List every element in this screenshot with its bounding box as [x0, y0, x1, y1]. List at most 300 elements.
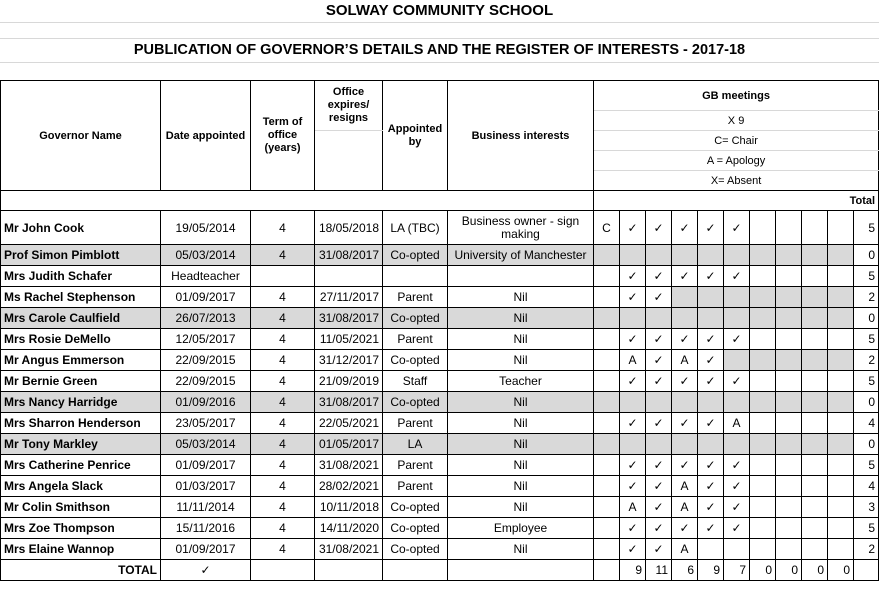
term-of-office: 4 — [251, 497, 315, 518]
meeting-cell — [828, 371, 854, 392]
meeting-cell — [750, 497, 776, 518]
meeting-cell: ✓ — [646, 497, 672, 518]
meeting-cell — [776, 350, 802, 371]
meeting-cell — [828, 287, 854, 308]
office-expires: 31/08/2017 — [315, 308, 383, 329]
meeting-cell: ✓ — [698, 371, 724, 392]
header-apology: A = Apology — [594, 151, 879, 171]
header-appointed-by: Appointed by — [383, 81, 448, 191]
school-title: SOLWAY COMMUNITY SCHOOL — [325, 2, 554, 19]
meeting-cell — [698, 392, 724, 413]
term-of-office: 4 — [251, 392, 315, 413]
office-expires: 14/11/2020 — [315, 518, 383, 539]
meeting-cell — [776, 413, 802, 434]
date-appointed: 01/09/2017 — [161, 539, 251, 560]
table-row — [1, 392, 879, 413]
meeting-cell — [750, 371, 776, 392]
meeting-cell: A — [620, 497, 646, 518]
appointed-by: Parent — [383, 413, 448, 434]
appointed-by: Parent — [383, 455, 448, 476]
meeting-cell — [594, 497, 620, 518]
appointed-by: Staff — [383, 371, 448, 392]
table-row — [1, 245, 879, 266]
meeting-total: 0 — [828, 560, 854, 581]
meeting-cell — [802, 245, 828, 266]
header-total: Total — [594, 191, 879, 211]
meeting-cell — [802, 350, 828, 371]
meeting-cell — [776, 476, 802, 497]
meeting-cell — [698, 245, 724, 266]
governor-name: Mr Bernie Green — [1, 371, 161, 392]
meeting-cell: ✓ — [646, 350, 672, 371]
meeting-total: 0 — [750, 560, 776, 581]
meeting-cell — [828, 308, 854, 329]
row-total: 0 — [854, 245, 879, 266]
meeting-cell — [750, 287, 776, 308]
meeting-cell — [750, 434, 776, 455]
meeting-total: 9 — [698, 560, 724, 581]
appointed-by: LA (TBC) — [383, 211, 448, 245]
meeting-cell — [802, 266, 828, 287]
meeting-cell — [802, 518, 828, 539]
meeting-cell — [620, 434, 646, 455]
business-interests: Nil — [448, 392, 594, 413]
totals-appointed — [383, 560, 448, 581]
row-total: 5 — [854, 371, 879, 392]
date-appointed: 05/03/2014 — [161, 245, 251, 266]
meeting-cell — [594, 371, 620, 392]
table-row — [1, 539, 879, 560]
appointed-by: Parent — [383, 287, 448, 308]
appointed-by — [383, 266, 448, 287]
meeting-total — [594, 560, 620, 581]
header-x9: X 9 — [594, 111, 879, 131]
row-total: 0 — [854, 392, 879, 413]
meeting-cell — [594, 413, 620, 434]
meeting-cell — [672, 434, 698, 455]
meeting-cell: ✓ — [646, 287, 672, 308]
date-appointed: Headteacher — [161, 266, 251, 287]
appointed-by: Co-opted — [383, 350, 448, 371]
appointed-by: Co-opted — [383, 245, 448, 266]
meeting-cell — [802, 329, 828, 350]
meeting-cell: ✓ — [620, 518, 646, 539]
meeting-cell — [646, 308, 672, 329]
governor-name: Mr Colin Smithson — [1, 497, 161, 518]
totals-expires — [315, 560, 383, 581]
appointed-by: Co-opted — [383, 392, 448, 413]
meeting-total: 9 — [620, 560, 646, 581]
meeting-cell: ✓ — [646, 329, 672, 350]
office-expires: 31/08/2021 — [315, 455, 383, 476]
meeting-cell — [594, 287, 620, 308]
meeting-cell: A — [672, 350, 698, 371]
meeting-cell — [672, 392, 698, 413]
meeting-cell — [724, 392, 750, 413]
row-total: 5 — [854, 518, 879, 539]
term-of-office: 4 — [251, 308, 315, 329]
date-appointed: 01/03/2017 — [161, 476, 251, 497]
table-row — [1, 287, 879, 308]
meeting-cell: A — [672, 497, 698, 518]
table-row — [1, 211, 879, 245]
header-date-appointed: Date appointed — [161, 81, 251, 191]
meeting-cell: ✓ — [724, 371, 750, 392]
meeting-cell: ✓ — [698, 211, 724, 245]
meeting-cell: ✓ — [698, 329, 724, 350]
governor-name: Mrs Sharron Henderson — [1, 413, 161, 434]
office-expires: 01/05/2017 — [315, 434, 383, 455]
office-expires: 28/02/2021 — [315, 476, 383, 497]
meeting-cell — [724, 245, 750, 266]
meeting-total: 0 — [802, 560, 828, 581]
meeting-cell — [802, 371, 828, 392]
gridline — [0, 22, 879, 23]
table-row — [1, 455, 879, 476]
meeting-cell — [802, 308, 828, 329]
business-interests: Teacher — [448, 371, 594, 392]
meeting-cell — [828, 392, 854, 413]
governor-name: Mrs Elaine Wannop — [1, 539, 161, 560]
term-of-office: 4 — [251, 455, 315, 476]
meeting-cell — [776, 287, 802, 308]
meeting-cell — [802, 497, 828, 518]
totals-label: TOTAL — [1, 560, 161, 581]
meeting-cell — [594, 308, 620, 329]
term-of-office: 4 — [251, 287, 315, 308]
header-term: Term of office (years) — [251, 81, 315, 191]
meeting-cell: ✓ — [698, 413, 724, 434]
meeting-cell: C — [594, 211, 620, 245]
meeting-cell — [698, 308, 724, 329]
term-of-office: 4 — [251, 434, 315, 455]
meeting-cell — [802, 539, 828, 560]
meeting-cell: ✓ — [620, 287, 646, 308]
office-expires: 31/08/2017 — [315, 392, 383, 413]
meeting-cell — [698, 539, 724, 560]
meeting-cell: ✓ — [620, 455, 646, 476]
meeting-cell: ✓ — [698, 266, 724, 287]
meeting-cell: ✓ — [724, 455, 750, 476]
meeting-cell — [750, 455, 776, 476]
appointed-by: Co-opted — [383, 539, 448, 560]
term-of-office: 4 — [251, 211, 315, 245]
table-row — [1, 266, 879, 287]
office-expires — [315, 266, 383, 287]
meeting-cell: ✓ — [698, 476, 724, 497]
office-expires: 22/05/2021 — [315, 413, 383, 434]
row-total: 4 — [854, 413, 879, 434]
header-chair: C= Chair — [594, 131, 879, 151]
date-appointed: 12/05/2017 — [161, 329, 251, 350]
meeting-cell: ✓ — [724, 211, 750, 245]
totals-row — [1, 560, 879, 581]
header-governor-name: Governor Name — [1, 81, 161, 191]
table-row — [1, 350, 879, 371]
date-appointed: 26/07/2013 — [161, 308, 251, 329]
business-interests: Nil — [448, 350, 594, 371]
meeting-cell — [776, 539, 802, 560]
meeting-cell — [802, 434, 828, 455]
appointed-by: Parent — [383, 329, 448, 350]
term-of-office: 4 — [251, 476, 315, 497]
appointed-by: Co-opted — [383, 308, 448, 329]
meeting-total: 11 — [646, 560, 672, 581]
table-row — [1, 434, 879, 455]
meeting-cell — [828, 455, 854, 476]
meeting-cell — [828, 350, 854, 371]
office-expires: 11/05/2021 — [315, 329, 383, 350]
business-interests: Business owner - sign making — [448, 211, 594, 245]
meeting-cell — [828, 518, 854, 539]
meeting-cell — [724, 350, 750, 371]
business-interests: Nil — [448, 455, 594, 476]
term-of-office: 4 — [251, 245, 315, 266]
row-total: 0 — [854, 434, 879, 455]
meeting-cell — [750, 266, 776, 287]
meeting-cell — [750, 329, 776, 350]
governor-table — [0, 80, 879, 581]
office-expires: 10/11/2018 — [315, 497, 383, 518]
governor-name: Mr Tony Markley — [1, 434, 161, 455]
meeting-cell: ✓ — [620, 329, 646, 350]
meeting-cell: ✓ — [724, 329, 750, 350]
table-row — [1, 413, 879, 434]
meeting-cell — [776, 434, 802, 455]
meeting-total: 6 — [672, 560, 698, 581]
meeting-cell — [620, 245, 646, 266]
row-total: 2 — [854, 350, 879, 371]
governor-name: Mrs Catherine Penrice — [1, 455, 161, 476]
date-appointed: 11/11/2014 — [161, 497, 251, 518]
meeting-cell — [594, 455, 620, 476]
meeting-cell: ✓ — [724, 497, 750, 518]
meeting-cell: ✓ — [620, 371, 646, 392]
meeting-total — [854, 560, 879, 581]
publication-title: PUBLICATION OF GOVERNOR’S DETAILS AND THE REGISTER OF INTERESTS - 2017-18 — [133, 42, 746, 58]
totals-business — [448, 560, 594, 581]
meeting-cell — [594, 392, 620, 413]
office-expires: 31/08/2017 — [315, 245, 383, 266]
date-appointed: 22/09/2015 — [161, 371, 251, 392]
meeting-cell — [620, 308, 646, 329]
meeting-cell — [594, 266, 620, 287]
row-total: 2 — [854, 287, 879, 308]
date-appointed: 23/05/2017 — [161, 413, 251, 434]
term-of-office: 4 — [251, 539, 315, 560]
business-interests: Nil — [448, 497, 594, 518]
office-expires: 21/09/2019 — [315, 371, 383, 392]
governor-name: Mrs Angela Slack — [1, 476, 161, 497]
meeting-cell: ✓ — [646, 539, 672, 560]
meeting-cell — [802, 211, 828, 245]
meeting-cell — [672, 245, 698, 266]
header-expires: Office expires/ resigns — [315, 81, 383, 131]
meeting-cell — [750, 211, 776, 245]
governor-name: Mrs Carole Caulfield — [1, 308, 161, 329]
office-expires: 18/05/2018 — [315, 211, 383, 245]
business-interests: Nil — [448, 287, 594, 308]
meeting-cell — [828, 476, 854, 497]
meeting-cell — [750, 392, 776, 413]
meeting-cell — [594, 476, 620, 497]
meeting-cell: A — [724, 413, 750, 434]
meeting-cell — [828, 497, 854, 518]
gridline — [0, 62, 879, 63]
meeting-cell: ✓ — [620, 476, 646, 497]
row-total: 3 — [854, 497, 879, 518]
meeting-cell — [672, 308, 698, 329]
meeting-total: 0 — [776, 560, 802, 581]
office-expires: 27/11/2017 — [315, 287, 383, 308]
table-row — [1, 476, 879, 497]
meeting-cell — [828, 434, 854, 455]
meeting-cell — [594, 245, 620, 266]
table-row — [1, 518, 879, 539]
meeting-cell — [828, 245, 854, 266]
meeting-cell: ✓ — [724, 476, 750, 497]
governor-name: Prof Simon Pimblott — [1, 245, 161, 266]
business-interests: Nil — [448, 476, 594, 497]
row-total: 5 — [854, 211, 879, 245]
meeting-cell: ✓ — [672, 371, 698, 392]
meeting-cell — [750, 350, 776, 371]
meeting-cell — [776, 518, 802, 539]
meeting-cell: ✓ — [620, 211, 646, 245]
row-total: 2 — [854, 539, 879, 560]
meeting-cell: ✓ — [646, 371, 672, 392]
date-appointed: 22/09/2015 — [161, 350, 251, 371]
meeting-cell: ✓ — [698, 455, 724, 476]
meeting-cell: ✓ — [646, 476, 672, 497]
meeting-cell: ✓ — [672, 455, 698, 476]
governor-name: Mrs Zoe Thompson — [1, 518, 161, 539]
meeting-cell — [750, 539, 776, 560]
totals-date-check: ✓ — [161, 560, 251, 581]
term-of-office: 4 — [251, 371, 315, 392]
date-appointed: 15/11/2016 — [161, 518, 251, 539]
business-interests: Nil — [448, 413, 594, 434]
appointed-by: Co-opted — [383, 518, 448, 539]
term-of-office: 4 — [251, 350, 315, 371]
header-gb-meetings: GB meetings — [594, 81, 879, 111]
meeting-cell — [724, 434, 750, 455]
date-appointed: 19/05/2014 — [161, 211, 251, 245]
governor-name: Mr John Cook — [1, 211, 161, 245]
governor-name: Mr Angus Emmerson — [1, 350, 161, 371]
meeting-cell — [594, 518, 620, 539]
governor-name: Mrs Judith Schafer — [1, 266, 161, 287]
meeting-cell: ✓ — [698, 518, 724, 539]
meeting-cell: ✓ — [672, 266, 698, 287]
meeting-cell — [594, 350, 620, 371]
meeting-cell — [698, 434, 724, 455]
meeting-cell — [802, 455, 828, 476]
meeting-cell: ✓ — [646, 455, 672, 476]
meeting-cell: ✓ — [724, 266, 750, 287]
meeting-cell — [802, 476, 828, 497]
meeting-cell — [776, 455, 802, 476]
meeting-cell — [828, 329, 854, 350]
meeting-cell — [828, 211, 854, 245]
appointed-by: Co-opted — [383, 497, 448, 518]
appointed-by: Parent — [383, 476, 448, 497]
meeting-cell — [776, 245, 802, 266]
meeting-cell — [776, 308, 802, 329]
governor-name: Ms Rachel Stephenson — [1, 287, 161, 308]
meeting-cell — [620, 392, 646, 413]
meeting-cell: ✓ — [646, 211, 672, 245]
meeting-cell — [672, 287, 698, 308]
table-row — [1, 308, 879, 329]
business-interests — [448, 266, 594, 287]
date-appointed: 01/09/2016 — [161, 392, 251, 413]
meeting-cell — [594, 329, 620, 350]
meeting-cell: ✓ — [620, 266, 646, 287]
term-of-office: 4 — [251, 413, 315, 434]
meeting-cell — [750, 518, 776, 539]
table-row — [1, 371, 879, 392]
meeting-cell — [776, 266, 802, 287]
appointed-by: LA — [383, 434, 448, 455]
meeting-cell — [750, 413, 776, 434]
date-appointed: 05/03/2014 — [161, 434, 251, 455]
meeting-cell: ✓ — [698, 497, 724, 518]
meeting-cell: A — [620, 350, 646, 371]
meeting-cell — [724, 308, 750, 329]
meeting-cell — [646, 392, 672, 413]
term-of-office: 4 — [251, 518, 315, 539]
meeting-cell: ✓ — [620, 413, 646, 434]
term-of-office: 4 — [251, 329, 315, 350]
business-interests: Employee — [448, 518, 594, 539]
meeting-cell — [802, 413, 828, 434]
meeting-cell — [802, 287, 828, 308]
meeting-total: 7 — [724, 560, 750, 581]
term-of-office — [251, 266, 315, 287]
business-interests: Nil — [448, 539, 594, 560]
meeting-cell: ✓ — [724, 518, 750, 539]
totals-term — [251, 560, 315, 581]
meeting-cell: ✓ — [620, 539, 646, 560]
header-business: Business interests — [448, 81, 594, 191]
meeting-cell — [776, 329, 802, 350]
date-appointed: 01/09/2017 — [161, 287, 251, 308]
meeting-cell: ✓ — [698, 350, 724, 371]
row-total: 4 — [854, 476, 879, 497]
row-total: 5 — [854, 455, 879, 476]
meeting-cell: A — [672, 476, 698, 497]
business-interests: Nil — [448, 434, 594, 455]
header-absent: X= Absent — [594, 171, 879, 191]
meeting-cell: A — [672, 539, 698, 560]
table-row — [1, 329, 879, 350]
meeting-cell: ✓ — [646, 413, 672, 434]
meeting-cell — [828, 413, 854, 434]
meeting-cell — [828, 266, 854, 287]
meeting-cell — [828, 539, 854, 560]
meeting-cell — [776, 497, 802, 518]
meeting-cell: ✓ — [672, 413, 698, 434]
meeting-cell: ✓ — [672, 518, 698, 539]
meeting-cell — [750, 308, 776, 329]
meeting-cell: ✓ — [672, 329, 698, 350]
meeting-cell — [750, 245, 776, 266]
meeting-cell: ✓ — [672, 211, 698, 245]
meeting-cell — [776, 392, 802, 413]
table-row — [1, 497, 879, 518]
meeting-cell — [776, 211, 802, 245]
